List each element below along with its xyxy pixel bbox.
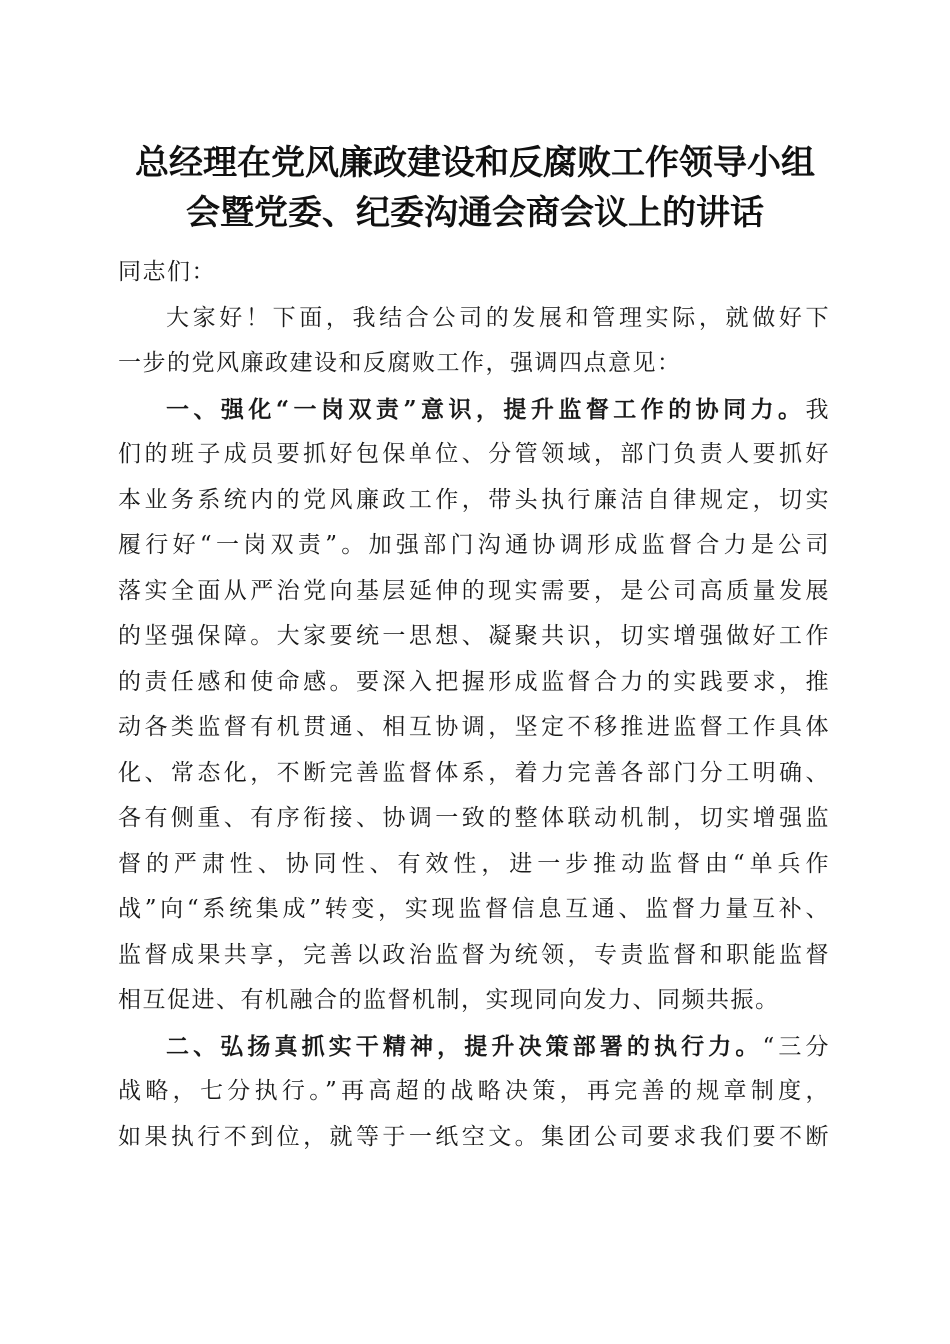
section-1-line: 相互促进、有机融合的监督机制，实现同向发力、同频共振。	[118, 987, 780, 1013]
section-1-line: 的坚强保障。大家要统一思想、凝聚共识，切实增强做好工作	[118, 623, 830, 649]
section-1-line: 本业务系统内的党风廉政工作，带头执行廉洁自律规定，切实	[118, 486, 830, 513]
section-2-heading: 二、弘扬真抓实干精神，提升决策部署的执行力。	[166, 1032, 763, 1060]
section-1-line: 监督成果共享，完善以政治监督为统领，专责监督和职能监督	[118, 941, 830, 968]
section-1-line: 化、常态化，不断完善监督体系，着力完善各部门分工明确、	[118, 759, 830, 786]
section-1-line: 各有侧重、有序衔接、协调一致的整体联动机制，切实增强监	[118, 805, 830, 831]
section-1-heading: 一、强化“一岗双责”意识，提升监督工作的协同力。	[166, 395, 806, 423]
document-title	[110, 138, 840, 238]
section-2-first-line	[118, 1024, 830, 1070]
salutation: 同志们：	[118, 259, 216, 285]
intro-line-1: 大家好！下面，我结合公司的发展和管理实际，就做好下	[166, 304, 830, 331]
intro-line-2: 一步的党风廉政建设和反腐败工作，强调四点意见：	[118, 350, 682, 376]
section-2-line: 如果执行不到位，就等于一纸空文。集团公司要求我们要不断	[118, 1123, 830, 1150]
section-1-line: 履行好“一岗双责”。加强部门沟通协调形成监督合力是公司	[118, 532, 830, 558]
section-1-line: 战”向“系统集成”转变，实现监督信息互通、监督力量互补、	[118, 896, 830, 922]
title-line-1: 总经理在党风廉政建设和反腐败工作领导小组	[135, 143, 815, 183]
section-2-heading-tail: “三分	[762, 1033, 831, 1060]
section-2-line: 战略，七分执行。”再高超的战略决策，再完善的规章制度，	[118, 1078, 830, 1104]
section-1-line: 动各类监督有机贯通、相互协调，坚定不移推进监督工作具体	[118, 714, 830, 740]
section-1-heading-tail: 我	[805, 396, 830, 423]
section-1-line: 落实全面从严治党向基层延伸的现实需要，是公司高质量发展	[118, 577, 830, 604]
document-body	[118, 250, 830, 1160]
section-1-line: 的责任感和使命感。要深入把握形成监督合力的实践要求，推	[118, 668, 830, 695]
section-1-line: 督的严肃性、协同性、有效性，进一步推动监督由“单兵作	[118, 850, 830, 877]
section-1-line: 们的班子成员要抓好包保单位、分管领域，部门负责人要抓好	[118, 441, 830, 467]
title-line-2: 会暨党委、纪委沟通会商会议上的讲话	[186, 193, 764, 233]
section-1-first-line	[118, 387, 830, 433]
